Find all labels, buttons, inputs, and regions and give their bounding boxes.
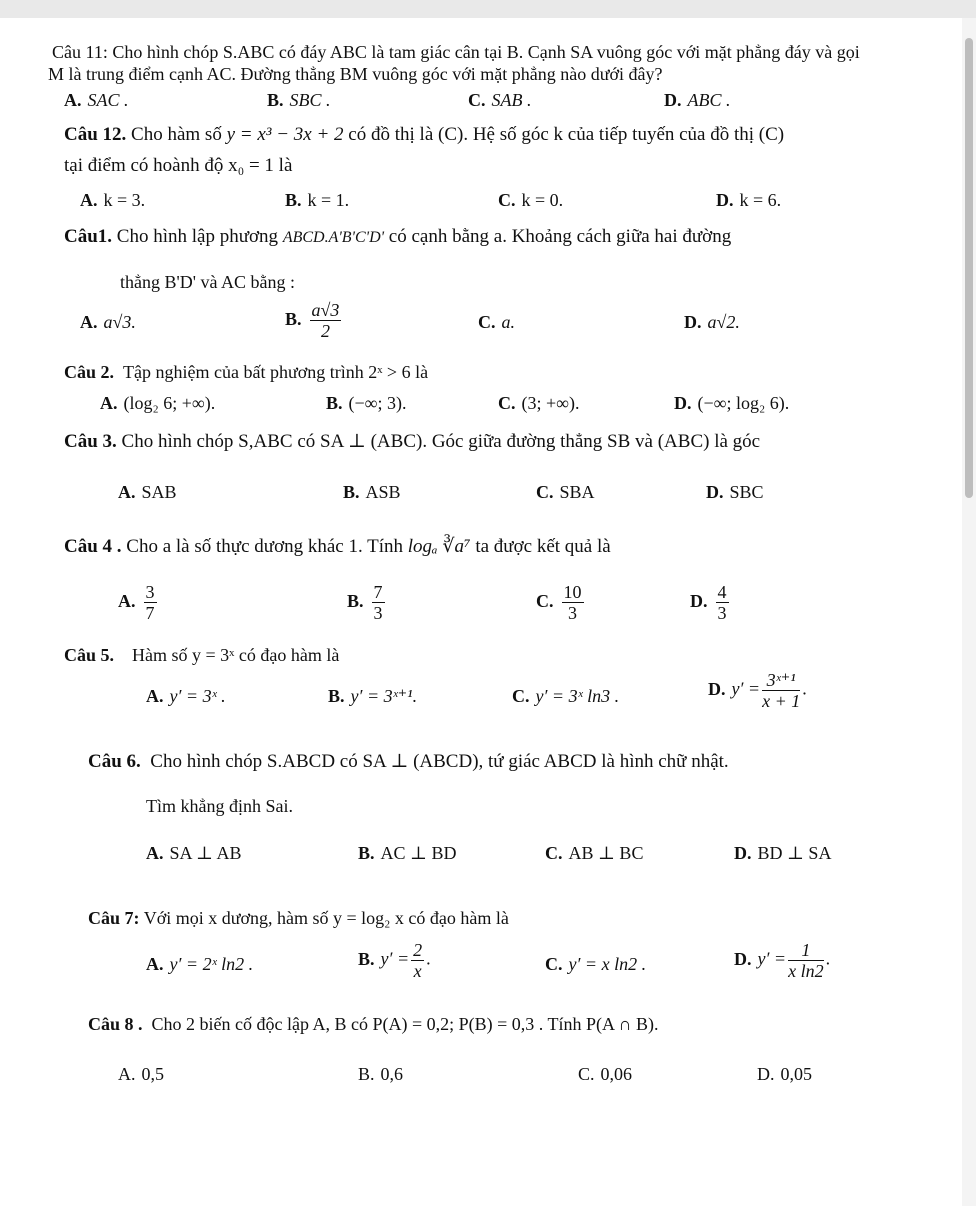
q4-option-c-fraction: $\frac{10}{3}$ bbox=[563, 582, 582, 623]
q5-option-c: C. y′ = 3ˣ ln3 . bbox=[512, 686, 620, 706]
q4-option-d: D. $\frac{4}{3}$ bbox=[690, 582, 727, 623]
q5-option-d: D. y′ = $\frac{\text{3ˣ⁺¹}}{x + 1}$ . bbox=[708, 670, 807, 711]
top-bar bbox=[0, 0, 976, 18]
q12-option-c: C. k = 0. bbox=[498, 190, 564, 210]
q5-text: Câu 5. Hàm số y = 3ˣ có đạo hàm là bbox=[64, 645, 340, 665]
q3-option-b: B. ASB bbox=[343, 482, 401, 502]
q7-text: Câu 7: Với mọi x dương, hàm số y = log₂ x có đạo hàm là bbox=[88, 908, 509, 928]
q3-option-d: D. SBC bbox=[706, 482, 764, 502]
q3-option-a: A. SAB bbox=[118, 482, 177, 502]
q1-option-c: C. a. bbox=[478, 312, 515, 332]
q5-option-a: A. y′ = 3ˣ . bbox=[146, 686, 226, 706]
q8-option-a: A. 0,5 bbox=[118, 1064, 164, 1084]
q12-option-d: D. k = 6. bbox=[716, 190, 782, 210]
q8-option-d: D. 0,05 bbox=[757, 1064, 812, 1084]
q12-text-line2: tại điểm có hoành độ x₀ = 1 là bbox=[64, 155, 293, 176]
scrollbar-track[interactable] bbox=[962, 18, 976, 1206]
q3-text: Câu 3. Cho hình chóp S,ABC có SA ⊥ (ABC). Góc giữa đường thẳng SB và (ABC) là góc bbox=[64, 431, 761, 452]
q4-option-b-fraction: $\frac{7}{3}$ bbox=[373, 582, 383, 623]
scrollbar-thumb[interactable] bbox=[965, 38, 973, 498]
q2-option-a: A. (log₂ 6; +∞). bbox=[100, 393, 216, 413]
q11-option-a: A. SAC . bbox=[64, 90, 129, 110]
q7-option-b: B. y′ = $\frac{2}{x}$ . bbox=[358, 940, 431, 981]
q1-option-a: A. a√3. bbox=[80, 312, 136, 332]
q12-option-b: B. k = 1. bbox=[285, 190, 350, 210]
q6-option-d: D. BD ⊥ SA bbox=[734, 843, 832, 863]
q2-text: Câu 2. Tập nghiệm của bất phương trình 2ˣ > 6 là bbox=[64, 362, 429, 382]
q11-text-line1: Câu 11: Cho hình chóp S.ABC có đáy ABC là tam giác cân tại B. Cạnh SA vuông góc với mặt phẳng đáy và gọi bbox=[52, 42, 860, 62]
q6-text-line1: Câu 6. Cho hình chóp S.ABCD có SA ⊥ (ABCD), tứ giác ABCD là hình chữ nhật. bbox=[88, 751, 729, 772]
q8-text: Câu 8 . Cho 2 biến cố độc lập A, B có P(A) = 0,2; P(B) = 0,3 . Tính P(A ∩ B). bbox=[88, 1014, 659, 1034]
q1-text-line2: thẳng B'D' và AC bằng : bbox=[120, 272, 295, 292]
q5-option-d-fraction: $\frac{\text{3ˣ⁺¹}}{x + 1}$ bbox=[762, 670, 801, 711]
q5-option-b: B. y′ = 3ˣ⁺¹. bbox=[328, 686, 418, 706]
q1-option-b-fraction: $\frac{a√3}{2}$ bbox=[311, 300, 340, 341]
q1-option-b: B. $\frac{a√3}{2}$ bbox=[285, 300, 340, 341]
q12-text-line1: Câu 12. Cho hàm số y = x³ − 3x + 2 có đồ thị là (C). Hệ số góc k của tiếp tuyến của đồ thị (C) bbox=[64, 124, 785, 145]
q2-option-b: B. (−∞; 3). bbox=[326, 393, 407, 413]
q11-option-b: B. SBC . bbox=[267, 90, 331, 110]
q4-text: Câu 4 . Cho a là số thực dương khác 1. Tính logₐ ∛a⁷ ta được kết quả là bbox=[64, 536, 611, 557]
q6-option-b: B. AC ⊥ BD bbox=[358, 843, 457, 863]
q4-option-d-fraction: $\frac{4}{3}$ bbox=[717, 582, 727, 623]
q2-option-c: C. (3; +∞). bbox=[498, 393, 580, 413]
q7-option-d: D. y′ = $\frac{1}{\text{x ln2}}$ . bbox=[734, 940, 831, 981]
q12-option-a: A. k = 3. bbox=[80, 190, 146, 210]
q7-option-d-fraction: $\frac{1}{\text{x ln2}}$ bbox=[788, 940, 824, 981]
q8-option-c: C. 0,06 bbox=[578, 1064, 633, 1084]
q11-text-line2: M là trung điểm cạnh AC. Đường thẳng BM vuông góc với mặt phẳng nào dưới đây? bbox=[48, 64, 663, 84]
q4-option-b: B. $\frac{7}{3}$ bbox=[347, 582, 383, 623]
q6-text-line2: Tìm khẳng định Sai. bbox=[146, 796, 293, 816]
q7-option-b-fraction: $\frac{2}{x}$ bbox=[413, 940, 423, 981]
q3-option-c: C. SBA bbox=[536, 482, 595, 502]
q7-option-a: A. y′ = 2ˣ ln2 . bbox=[146, 954, 254, 974]
q4-option-a: A. $\frac{3}{7}$ bbox=[118, 582, 155, 623]
q4-option-c: C. $\frac{10}{3}$ bbox=[536, 582, 582, 623]
q2-option-d: D. (−∞; log₂ 6). bbox=[674, 393, 790, 413]
q11-option-c: C. SAB . bbox=[468, 90, 532, 110]
q6-option-a: A. SA ⊥ AB bbox=[146, 843, 242, 863]
q1-text-line1: Câu1. Cho hình lập phương ABCD.A'B'C'D' có cạnh bằng a. Khoảng cách giữa hai đường bbox=[64, 226, 732, 247]
q6-option-c: C. AB ⊥ BC bbox=[545, 843, 644, 863]
q4-option-a-fraction: $\frac{3}{7}$ bbox=[145, 582, 155, 623]
q11-option-d: D. ABC . bbox=[664, 90, 731, 110]
q7-option-c: C. y′ = x ln2 . bbox=[545, 954, 647, 974]
q1-option-d: D. a√2. bbox=[684, 312, 740, 332]
q8-option-b: B. 0,6 bbox=[358, 1064, 404, 1084]
